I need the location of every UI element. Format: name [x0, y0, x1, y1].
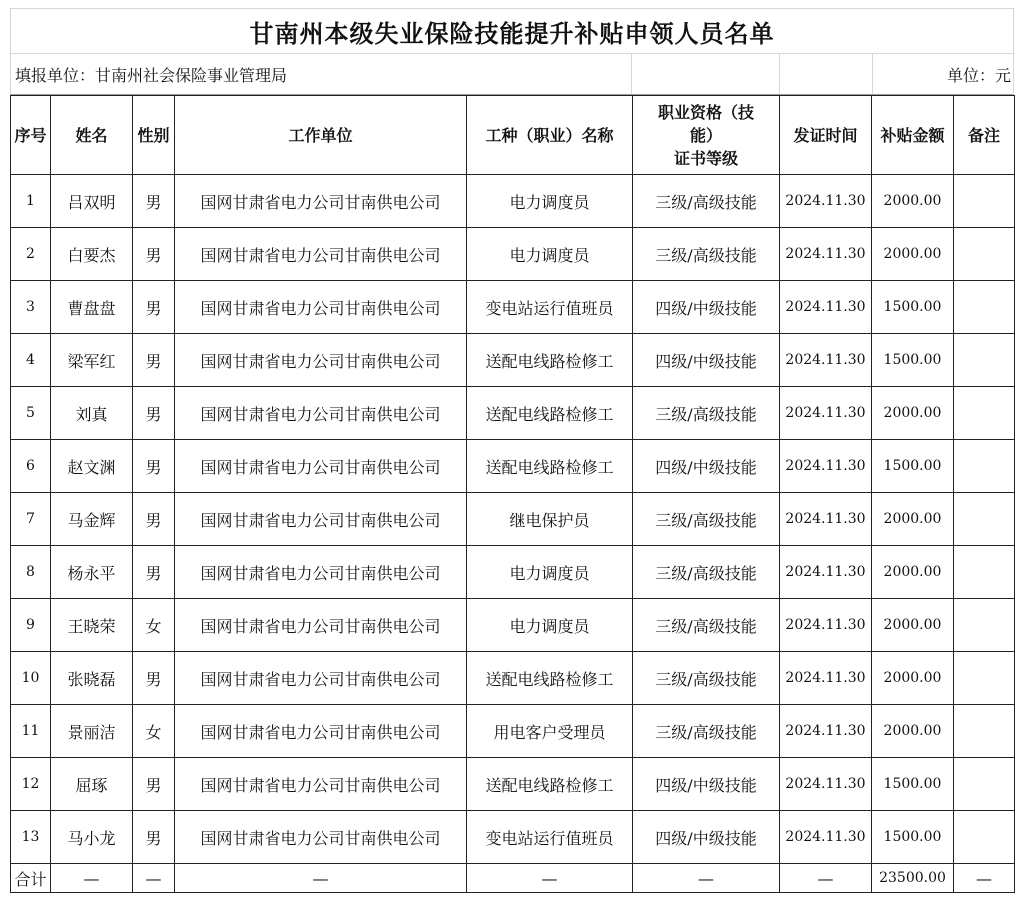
- cell-employer: 国网甘肃省电力公司甘南供电公司: [175, 811, 467, 864]
- cell-cert: 三级/高级技能: [633, 705, 780, 758]
- cell-employer: 国网甘肃省电力公司甘南供电公司: [175, 758, 467, 811]
- table-row: [11, 175, 1015, 228]
- cell-name: 曹盘盘: [51, 281, 133, 334]
- info-empty-cell: [632, 54, 780, 94]
- cell-amount: 1500.00: [872, 334, 954, 387]
- cell-amount: 1500.00: [872, 758, 954, 811]
- cell-amount: 1500.00: [872, 281, 954, 334]
- cell-name: 马金辉: [51, 493, 133, 546]
- table-header-row: [11, 96, 1015, 175]
- cell-amount: 2000.00: [872, 387, 954, 440]
- cell-gender: 男: [133, 811, 175, 864]
- header-gender: 性别: [133, 96, 175, 175]
- cell-name: 屈琢: [51, 758, 133, 811]
- cell-name: 赵文渊: [51, 440, 133, 493]
- spreadsheet: [10, 8, 1014, 893]
- cell-amount: 2000.00: [872, 228, 954, 281]
- table-row: [11, 758, 1015, 811]
- cell-seq: 12: [11, 758, 51, 811]
- cell-date: 2024.11.30: [780, 228, 872, 281]
- cell-amount: 2000.00: [872, 705, 954, 758]
- table-row: [11, 387, 1015, 440]
- total-cert-dash: —: [633, 864, 780, 893]
- cell-amount: 2000.00: [872, 175, 954, 228]
- cell-occupation: 电力调度员: [467, 228, 633, 281]
- cell-remark: [954, 493, 1015, 546]
- cell-amount: 1500.00: [872, 440, 954, 493]
- cell-seq: 2: [11, 228, 51, 281]
- total-label: 合计: [11, 864, 51, 893]
- cell-gender: 男: [133, 546, 175, 599]
- cell-amount: 1500.00: [872, 811, 954, 864]
- reporting-unit: 填报单位：甘南州社会保险事业管理局: [11, 54, 632, 94]
- table-row: [11, 811, 1015, 864]
- cell-name: 刘真: [51, 387, 133, 440]
- cell-remark: [954, 440, 1015, 493]
- cell-employer: 国网甘肃省电力公司甘南供电公司: [175, 546, 467, 599]
- cell-seq: 4: [11, 334, 51, 387]
- cell-occupation: 送配电线路检修工: [467, 387, 633, 440]
- cell-remark: [954, 599, 1015, 652]
- cell-remark: [954, 705, 1015, 758]
- cell-name: 吕双明: [51, 175, 133, 228]
- cell-occupation: 送配电线路检修工: [467, 334, 633, 387]
- cell-seq: 10: [11, 652, 51, 705]
- cell-cert: 四级/中级技能: [633, 811, 780, 864]
- cell-gender: 男: [133, 228, 175, 281]
- cell-name: 张晓磊: [51, 652, 133, 705]
- cell-gender: 男: [133, 758, 175, 811]
- cell-gender: 女: [133, 705, 175, 758]
- cell-cert: 四级/中级技能: [633, 281, 780, 334]
- header-seq: 序号: [11, 96, 51, 175]
- document-title: 甘南州本级失业保险技能提升补贴申领人员名单: [10, 8, 1014, 54]
- cell-amount: 2000.00: [872, 599, 954, 652]
- cell-remark: [954, 334, 1015, 387]
- cell-cert: 三级/高级技能: [633, 175, 780, 228]
- total-employer-dash: —: [175, 864, 467, 893]
- table-row: [11, 228, 1015, 281]
- cell-date: 2024.11.30: [780, 387, 872, 440]
- header-remark: 备注: [954, 96, 1015, 175]
- cell-employer: 国网甘肃省电力公司甘南供电公司: [175, 705, 467, 758]
- table-row: [11, 705, 1015, 758]
- cell-occupation: 变电站运行值班员: [467, 281, 633, 334]
- cell-seq: 1: [11, 175, 51, 228]
- currency-unit: 单位：元: [946, 65, 1011, 85]
- cell-remark: [954, 758, 1015, 811]
- header-name: 姓名: [51, 96, 133, 175]
- cell-remark: [954, 387, 1015, 440]
- cell-amount: 2000.00: [872, 493, 954, 546]
- total-amount: 23500.00: [872, 864, 954, 893]
- table-row: [11, 599, 1015, 652]
- cell-amount: 2000.00: [872, 652, 954, 705]
- cell-gender: 男: [133, 281, 175, 334]
- cell-employer: 国网甘肃省电力公司甘南供电公司: [175, 387, 467, 440]
- cell-cert: 四级/中级技能: [633, 758, 780, 811]
- cell-date: 2024.11.30: [780, 758, 872, 811]
- table-row: [11, 652, 1015, 705]
- cell-gender: 女: [133, 599, 175, 652]
- cell-gender: 男: [133, 175, 175, 228]
- cell-occupation: 送配电线路检修工: [467, 758, 633, 811]
- header-employer: 工作单位: [175, 96, 467, 175]
- cell-seq: 11: [11, 705, 51, 758]
- header-amount: 补贴金额: [872, 96, 954, 175]
- applicant-table: [10, 95, 1015, 893]
- cell-employer: 国网甘肃省电力公司甘南供电公司: [175, 440, 467, 493]
- cell-cert: 三级/高级技能: [633, 493, 780, 546]
- cell-date: 2024.11.30: [780, 652, 872, 705]
- table-row: [11, 546, 1015, 599]
- cell-name: 景丽洁: [51, 705, 133, 758]
- header-cert-line: 证书等级: [673, 148, 738, 168]
- cell-gender: 男: [133, 652, 175, 705]
- cell-name: 杨永平: [51, 546, 133, 599]
- cell-seq: 5: [11, 387, 51, 440]
- cell-employer: 国网甘肃省电力公司甘南供电公司: [175, 281, 467, 334]
- cell-employer: 国网甘肃省电力公司甘南供电公司: [175, 493, 467, 546]
- total-name-dash: —: [51, 864, 133, 893]
- total-date-dash: —: [780, 864, 872, 893]
- cell-occupation: 继电保护员: [467, 493, 633, 546]
- table-row: [11, 281, 1015, 334]
- table-row: [11, 493, 1015, 546]
- cell-date: 2024.11.30: [780, 334, 872, 387]
- header-occupation: 工种（职业）名称: [467, 96, 633, 175]
- cell-date: 2024.11.30: [780, 440, 872, 493]
- cell-cert: 三级/高级技能: [633, 387, 780, 440]
- cell-gender: 男: [133, 334, 175, 387]
- cell-employer: 国网甘肃省电力公司甘南供电公司: [175, 228, 467, 281]
- header-cert-level: [633, 96, 780, 175]
- cell-occupation: 用电客户受理员: [467, 705, 633, 758]
- cell-gender: 男: [133, 387, 175, 440]
- table-row: [11, 334, 1015, 387]
- cell-remark: [954, 175, 1015, 228]
- cell-name: 马小龙: [51, 811, 133, 864]
- cell-amount: 2000.00: [872, 546, 954, 599]
- cell-cert: 四级/中级技能: [633, 440, 780, 493]
- total-gender-dash: —: [133, 864, 175, 893]
- cell-remark: [954, 811, 1015, 864]
- cell-name: 白要杰: [51, 228, 133, 281]
- cell-cert: 三级/高级技能: [633, 652, 780, 705]
- header-date: 发证时间: [780, 96, 872, 175]
- cell-occupation: 送配电线路检修工: [467, 440, 633, 493]
- cell-seq: 3: [11, 281, 51, 334]
- cell-occupation: 电力调度员: [467, 175, 633, 228]
- cell-remark: [954, 228, 1015, 281]
- cell-employer: 国网甘肃省电力公司甘南供电公司: [175, 599, 467, 652]
- cell-date: 2024.11.30: [780, 546, 872, 599]
- cell-employer: 国网甘肃省电力公司甘南供电公司: [175, 652, 467, 705]
- cell-remark: [954, 652, 1015, 705]
- total-row: [11, 864, 1015, 893]
- info-empty-cell: [780, 54, 873, 94]
- cell-seq: 9: [11, 599, 51, 652]
- cell-date: 2024.11.30: [780, 811, 872, 864]
- info-bar: [10, 54, 1014, 95]
- cell-gender: 男: [133, 440, 175, 493]
- header-cert-line: 能）: [689, 125, 722, 145]
- header-cert-line: 职业资格（技: [657, 102, 754, 122]
- cell-cert: 三级/高级技能: [633, 228, 780, 281]
- cell-seq: 7: [11, 493, 51, 546]
- cell-date: 2024.11.30: [780, 705, 872, 758]
- total-occupation-dash: —: [467, 864, 633, 893]
- cell-occupation: 变电站运行值班员: [467, 811, 633, 864]
- cell-employer: 国网甘肃省电力公司甘南供电公司: [175, 175, 467, 228]
- cell-seq: 6: [11, 440, 51, 493]
- cell-occupation: 电力调度员: [467, 546, 633, 599]
- cell-name: 王晓荣: [51, 599, 133, 652]
- cell-date: 2024.11.30: [780, 281, 872, 334]
- cell-seq: 8: [11, 546, 51, 599]
- cell-employer: 国网甘肃省电力公司甘南供电公司: [175, 334, 467, 387]
- cell-gender: 男: [133, 493, 175, 546]
- cell-remark: [954, 546, 1015, 599]
- cell-name: 梁军红: [51, 334, 133, 387]
- cell-remark: [954, 281, 1015, 334]
- cell-cert: 四级/中级技能: [633, 334, 780, 387]
- total-remark-dash: —: [954, 864, 1015, 893]
- cell-seq: 13: [11, 811, 51, 864]
- table-row: [11, 440, 1015, 493]
- cell-date: 2024.11.30: [780, 175, 872, 228]
- cell-date: 2024.11.30: [780, 599, 872, 652]
- cell-occupation: 电力调度员: [467, 599, 633, 652]
- cell-occupation: 送配电线路检修工: [467, 652, 633, 705]
- cell-cert: 三级/高级技能: [633, 546, 780, 599]
- cell-cert: 三级/高级技能: [633, 599, 780, 652]
- cell-date: 2024.11.30: [780, 493, 872, 546]
